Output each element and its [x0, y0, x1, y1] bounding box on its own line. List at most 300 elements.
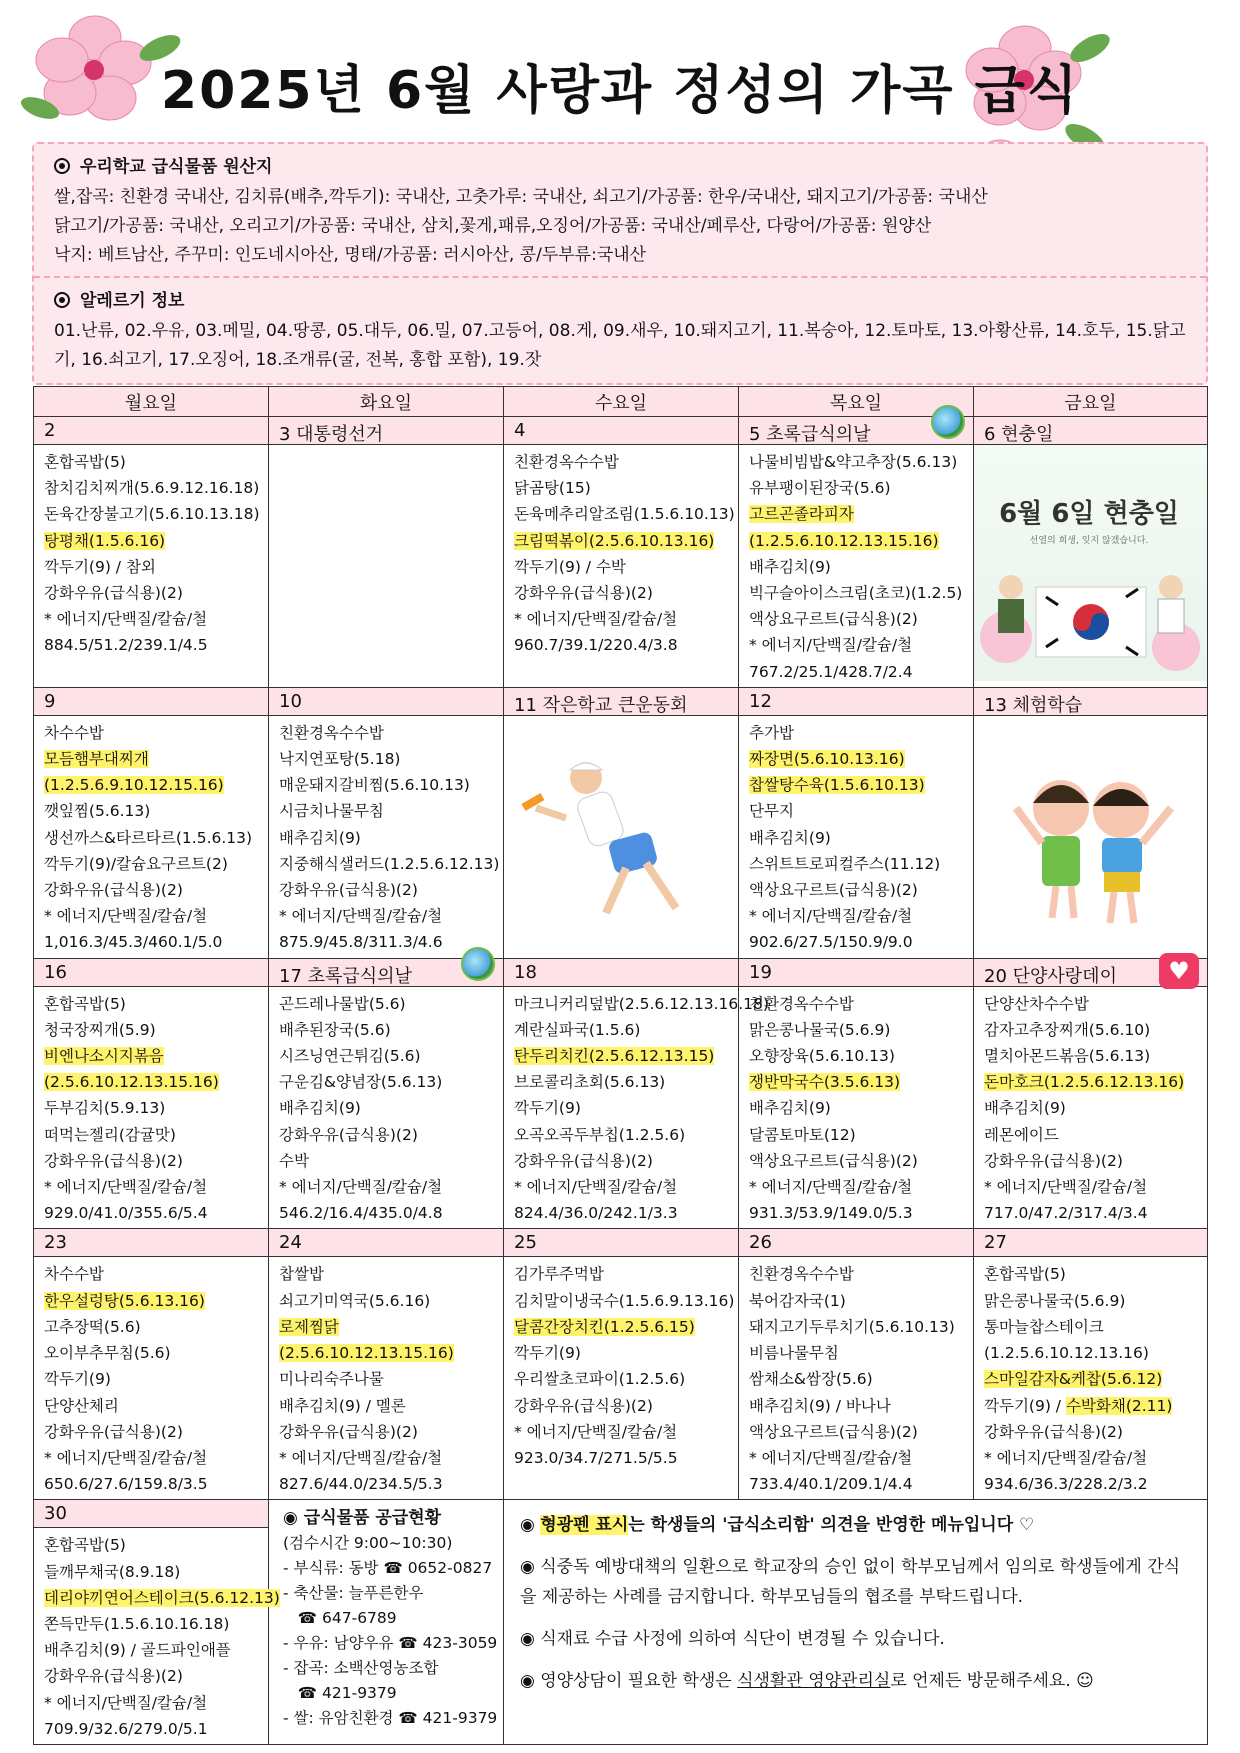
menu-item	[514, 554, 728, 580]
menu-item	[984, 1419, 1197, 1445]
week-row	[34, 1229, 1208, 1500]
menu-item	[514, 1200, 728, 1226]
menu-item-text: * 에너지/단백질/칼슘/철	[44, 1693, 208, 1712]
menu-item-text: 혼합곡밥(5)	[44, 1536, 126, 1555]
menu-item	[279, 825, 493, 851]
day-label: 16	[44, 961, 67, 983]
day-cell	[34, 958, 269, 1229]
menu-item-text: 낙지연포탕(5.18)	[279, 750, 401, 769]
menu-item	[44, 554, 258, 580]
menu-item-text: 강화우유(급식용)(2)	[279, 881, 418, 900]
menu-item-text: * 에너지/단백질/칼슘/철	[514, 1422, 678, 1441]
menu-item	[749, 851, 963, 877]
day-cell	[34, 1500, 280, 1745]
menu-item-text: 감자고추장찌개(5.6.10)	[984, 1020, 1151, 1039]
menu-item	[514, 475, 728, 501]
menu-item-text: 구운김&양념장(5.6.13)	[279, 1073, 443, 1092]
menu-item-text: 824.4/36.0/242.1/3.3	[514, 1204, 678, 1223]
menu-item-text: 929.0/41.0/355.6/5.4	[44, 1204, 208, 1223]
menu-item-text: 강화우유(급식용)(2)	[44, 584, 183, 603]
menu-item	[44, 1471, 258, 1497]
menu-item-text: 떠먹는젤리(감귤맛)	[44, 1125, 176, 1144]
day-cell	[504, 1229, 739, 1500]
supply-heading-text: 급식물품 공급현황	[303, 1508, 442, 1529]
menu-item-text: 돈육메추리알조림(1.5.6.10.13)	[514, 505, 735, 524]
day-heading	[34, 688, 268, 716]
menu-item-text: 우리쌀초코파이(1.2.5.6)	[514, 1370, 686, 1389]
supplier-line: - 쌀: 유암친환경 ☎ 421-9379	[283, 1709, 498, 1728]
menu-item-text: 돈육간장불고기(5.6.10.13.18)	[44, 505, 260, 524]
menu-item-text: 스마일감자&케찹(5.6.12)	[984, 1370, 1163, 1389]
menu-item-text: 매운돼지갈비찜(5.6.10.13)	[279, 776, 470, 795]
allergy-heading	[54, 286, 1186, 311]
menu-item-text: 931.3/53.9/149.0/5.3	[749, 1204, 913, 1223]
menu-item-text: 참치김치찌개(5.6.9.12.16.18)	[44, 479, 260, 498]
menu-item	[44, 1095, 258, 1121]
menu-item-text: 934.6/36.3/228.2/3.2	[984, 1475, 1148, 1494]
menu-item-text: 찹쌀탕수육(1.5.6.10.13)	[749, 776, 925, 795]
notice-change	[520, 1624, 1191, 1654]
menu-items	[739, 716, 973, 958]
day-label: 12	[749, 690, 772, 712]
menu-item	[749, 1017, 963, 1043]
menu-item	[279, 1174, 493, 1200]
menu-item	[749, 632, 963, 658]
menu-item-text: 혼합곡밥(5)	[44, 453, 126, 471]
menu-item-text: 친환경옥수수밥	[279, 723, 384, 742]
menu-item	[514, 1340, 728, 1366]
menu-item	[44, 501, 258, 527]
allergy-list: 01.난류, 02.우유, 03.메밀, 04.땅콩, 05.대두, 06.밀, 07.고등어, 08.게, 09.새우, 10.돼지고기, 11.복숭아, 12.토마토, 13.아황산류, 14.호두, 15.닭고기, 16.쇠고기, 17.오징어, 18.조개류(굴, 전복, 홍합 포함), 19.잣	[54, 321, 1186, 370]
day-cell	[34, 1229, 269, 1500]
menu-item-text: 923.0/34.7/271.5/5.5	[514, 1448, 678, 1467]
menu-item-text: 875.9/45.8/311.3/4.6	[279, 933, 443, 952]
menu-item	[279, 929, 493, 955]
menu-item	[44, 1445, 258, 1471]
menu-item-text: 혼합곡밥(5)	[984, 1265, 1066, 1284]
menu-item	[749, 991, 963, 1017]
menu-item	[749, 720, 963, 746]
menu-item-text: 맑은콩나물국(5.6.9)	[749, 1020, 891, 1039]
week-row	[34, 687, 1208, 958]
menu-item-text: 유부팽이된장국(5.6)	[749, 479, 891, 498]
menu-item-text: 902.6/27.5/150.9/9.0	[749, 933, 913, 952]
menu-item-text: 마크니커리덮밥(2.5.6.12.13.16.18)	[514, 994, 769, 1013]
notice-highlight	[520, 1510, 1191, 1540]
notice-counsel	[520, 1666, 1191, 1696]
menu-item	[514, 1148, 728, 1174]
menu-item	[749, 1122, 963, 1148]
menu-item	[984, 991, 1197, 1017]
menu-item-text: 곤드레나물밥(5.6)	[279, 994, 406, 1013]
menu-item-text: 고추장떡(5.6)	[44, 1317, 141, 1336]
menu-item-text: 쌈채소&쌈장(5.6)	[749, 1370, 873, 1389]
origin-heading	[54, 152, 1186, 177]
menu-item	[44, 1043, 258, 1069]
menu-item-text: * 에너지/단백질/칼슘/철	[44, 1178, 208, 1197]
weekday-thu: 목요일	[739, 387, 974, 417]
menu-item	[44, 1366, 258, 1392]
day-label: 24	[279, 1232, 302, 1254]
menu-item-text: 빅구슬아이스크림(초코)(1.2.5)	[749, 584, 963, 603]
menu-item	[279, 1148, 493, 1174]
menu-item-text: 크림떡볶이(2.5.6.10.13.16)	[514, 531, 715, 550]
day-cell	[974, 1229, 1208, 1500]
notice-snack-text: 식중독 예방대책의 일환으로 학교장의 승인 없이 학부모님께서 임의로 학생들에게 간식을 제공하는 사례를 금지합니다. 학부모님들의 협조를 부탁드립니다.	[520, 1557, 1181, 1608]
day-cell	[269, 687, 504, 958]
menu-item	[514, 606, 728, 632]
menu-item	[279, 1122, 493, 1148]
menu-item	[514, 1122, 728, 1148]
menu-item-text: 깍두기(9)	[514, 1344, 581, 1363]
menu-item	[279, 1043, 493, 1069]
menu-item	[749, 1471, 963, 1497]
notice-counsel-c: 로 언제든 방문해주세요. ☺	[890, 1671, 1094, 1692]
menu-item-text: 탄두리치킨(2.5.6.12.13.15)	[514, 1047, 715, 1066]
menu-item-text: 통마늘찹스테이크	[984, 1317, 1104, 1336]
menu-item	[749, 1148, 963, 1174]
menu-item-text: 찹쌀밥	[279, 1265, 324, 1284]
menu-items	[504, 445, 738, 661]
menu-item	[984, 1122, 1197, 1148]
menu-items	[974, 1257, 1207, 1499]
menu-item-text: 액상요구르트(급식용)(2)	[749, 1422, 918, 1441]
inspection-time: (검수시간 9:00~10:30)	[283, 1534, 453, 1553]
day-cell	[269, 417, 504, 688]
menu-item	[984, 1314, 1197, 1340]
menu-item	[749, 772, 963, 798]
day-cell	[739, 687, 974, 958]
page-title: 2025년 6월 사랑과 정성의 가곡 급식	[160, 61, 1080, 121]
menu-item	[279, 1200, 493, 1226]
day-cell	[269, 1229, 504, 1500]
supplier-line: - 우유: 남양우유 ☎ 423-3059	[283, 1634, 498, 1653]
menu-item	[44, 632, 258, 658]
day-heading	[739, 1229, 973, 1257]
menu-item	[279, 1261, 493, 1287]
menu-item	[984, 1148, 1197, 1174]
menu-item	[749, 903, 963, 929]
menu-item	[514, 501, 735, 527]
menu-item	[44, 1532, 258, 1558]
menu-item-text: 시금치나물무침	[279, 802, 384, 821]
menu-item	[984, 1445, 1197, 1471]
menu-item	[984, 1340, 1197, 1366]
menu-item-text: 배추김치(9)	[984, 1099, 1066, 1118]
menu-item-text: 강화우유(급식용)(2)	[44, 1667, 183, 1686]
menu-item-text: * 에너지/단백질/칼슘/철	[514, 1178, 678, 1197]
menu-item-text: 배추김치(9)	[279, 828, 361, 847]
menu-item	[44, 720, 258, 746]
menu-item	[44, 929, 258, 955]
day-heading	[269, 959, 503, 987]
menu-item	[749, 501, 963, 527]
menu-item	[514, 1095, 728, 1121]
menu-item	[44, 528, 258, 554]
menu-item-text: 액상요구르트(급식용)(2)	[749, 881, 918, 900]
menu-item	[44, 1393, 258, 1419]
week-row	[34, 958, 1208, 1229]
menu-item-text: 배추김치(9)	[749, 557, 831, 576]
menu-item	[279, 1471, 493, 1497]
menu-item	[984, 1069, 1197, 1095]
menu-item	[279, 720, 493, 746]
menu-item	[984, 1017, 1197, 1043]
notice-snack	[520, 1552, 1191, 1612]
menu-item	[749, 1419, 963, 1445]
day-heading	[739, 959, 973, 987]
divider	[34, 276, 1206, 278]
supplier-line: ☎ 421-9379	[283, 1684, 397, 1703]
menu-item	[44, 1174, 258, 1200]
menu-item	[279, 1069, 493, 1095]
menu-item	[279, 851, 500, 877]
menu-item-text: 강화우유(급식용)(2)	[44, 1151, 183, 1170]
menu-item-text: 쟁반막국수(3.5.6.13)	[749, 1073, 901, 1092]
menu-item	[44, 746, 258, 772]
menu-item-text: * 에너지/단백질/칼슘/철	[279, 1178, 443, 1197]
menu-item-text: 차수수밥	[44, 723, 104, 742]
menu-item	[749, 449, 963, 475]
menu-item	[279, 772, 493, 798]
menu-item-text: 친환경옥수수밥	[749, 994, 854, 1013]
menu-item-text: 계란실파국(1.5.6)	[514, 1020, 641, 1039]
menu-item-text: 들깨무채국(8.9.18)	[44, 1562, 181, 1581]
menu-item	[44, 1611, 258, 1637]
menu-item	[44, 580, 258, 606]
menu-item	[749, 554, 963, 580]
menu-item	[279, 1445, 493, 1471]
menu-item-text: 짜장면(5.6.10.13.16)	[749, 750, 905, 769]
day-cell	[739, 1229, 974, 1500]
menu-item	[44, 1637, 258, 1663]
day-heading	[269, 417, 503, 445]
menu-item-text: 650.6/27.6/159.8/3.5	[44, 1475, 208, 1494]
bullet-icon	[54, 292, 70, 308]
menu-item-text: * 에너지/단백질/칼슘/철	[749, 636, 913, 655]
menu-item-text: 960.7/39.1/220.4/3.8	[514, 636, 678, 655]
menu-item	[749, 580, 963, 606]
day-heading	[269, 688, 503, 716]
menu-items	[739, 445, 973, 687]
menu-item	[44, 825, 258, 851]
menu-item	[279, 903, 493, 929]
bullet-icon: ◉	[520, 1629, 535, 1650]
menu-item	[749, 1393, 963, 1419]
menu-item-text: (2.5.6.10.12.13.15.16)	[279, 1344, 454, 1363]
menu-item-text: 돈마호크(1.2.5.6.12.13.16)	[984, 1073, 1185, 1092]
menu-item-text: 두부김치(5.9.13)	[44, 1099, 166, 1118]
menu-item	[279, 991, 493, 1017]
memorial-day-illustration	[974, 445, 1207, 681]
menu-item-text: 북어감자국(1)	[749, 1291, 846, 1310]
menu-item	[514, 991, 769, 1017]
menu-item	[279, 1288, 493, 1314]
menu-item	[749, 825, 963, 851]
menu-item-text: * 에너지/단백질/칼슘/철	[279, 907, 443, 926]
menu-item-highlight: 수박화채(2.11)	[1065, 1396, 1173, 1415]
menu-item	[514, 449, 728, 475]
day-label: 5 초록급식의날	[749, 424, 871, 445]
menu-item	[749, 1200, 963, 1226]
menu-item	[44, 903, 258, 929]
menu-item	[749, 475, 963, 501]
menu-item-text: 강화우유(급식용)(2)	[279, 1125, 418, 1144]
day-heading	[34, 959, 268, 987]
menu-item-text: 767.2/25.1/428.7/2.4	[749, 662, 913, 681]
menu-items	[34, 1257, 268, 1499]
week-row-last	[34, 1500, 1208, 1745]
menu-item	[984, 1043, 1197, 1069]
bullet-icon: ◉	[520, 1557, 535, 1578]
menu-item	[749, 746, 963, 772]
earth-icon	[461, 947, 495, 981]
day-cell	[504, 417, 739, 688]
menu-item	[514, 1043, 728, 1069]
day-heading	[269, 1229, 503, 1257]
day-cell	[974, 417, 1208, 688]
menu-item	[44, 1559, 258, 1585]
menu-item	[984, 1200, 1197, 1226]
menu-item	[279, 1095, 493, 1121]
menu-item-text: 강화우유(급식용)(2)	[279, 1422, 418, 1441]
menu-item-text: 수박	[279, 1151, 309, 1170]
info-box	[32, 142, 1208, 385]
weekday-mon: 월요일	[34, 387, 269, 417]
supplier-line: - 축산물: 늘푸른한우	[283, 1584, 424, 1603]
origin-heading-text: 우리학교 급식물품 원산지	[80, 157, 273, 177]
memorial-day-subtitle: 선열의 희생, 잊지 않겠습니다.	[1029, 536, 1149, 546]
day-heading	[974, 956, 1207, 987]
menu-item	[749, 1069, 963, 1095]
menu-table	[33, 386, 1208, 1745]
bullet-icon	[54, 158, 70, 174]
menu-item	[984, 1393, 1197, 1419]
weekday-header-row	[34, 387, 1208, 417]
menu-item-text: 강화우유(급식용)(2)	[44, 1422, 183, 1441]
menu-item	[514, 632, 728, 658]
menu-item-text: * 에너지/단백질/칼슘/철	[984, 1178, 1148, 1197]
notice-change-text: 식재료 수급 사정에 의하여 식단이 변경될 수 있습니다.	[540, 1629, 945, 1650]
menu-item-text: 친환경옥수수밥	[514, 453, 619, 471]
menu-item-text: * 에너지/단백질/칼슘/철	[279, 1448, 443, 1467]
menu-item	[514, 1419, 728, 1445]
notice-counsel-a: 영양상담이 필요한 학생은	[540, 1671, 738, 1692]
menu-item	[984, 1471, 1197, 1497]
menu-item	[44, 1200, 258, 1226]
menu-item-text: 청국장찌개(5.9)	[44, 1020, 156, 1039]
notice-cell	[504, 1500, 1208, 1745]
menu-item	[44, 1663, 258, 1689]
menu-item	[44, 1288, 258, 1314]
menu-item-text: 배추김치(9)	[279, 1099, 361, 1118]
menu-item-text: 미나리숙주나물	[279, 1370, 384, 1389]
day-label: 3 대통령선거	[279, 424, 384, 445]
menu-item-text: 단무지	[749, 802, 794, 821]
menu-item-text: 김가루주먹밥	[514, 1265, 604, 1284]
menu-items	[269, 987, 503, 1229]
menu-item	[44, 1017, 258, 1043]
menu-items	[974, 987, 1207, 1229]
day-label: 25	[514, 1232, 537, 1254]
menu-item-text: (1.2.5.6.9.10.12.15.16)	[44, 776, 224, 795]
menu-items	[34, 1528, 280, 1744]
menu-item	[749, 1340, 963, 1366]
bullet-icon: ◉	[520, 1515, 535, 1536]
menu-item-text: 깍두기(9) / 수박화채(2.11)	[984, 1396, 1173, 1415]
menu-item-text: 달콤토마토(12)	[749, 1125, 856, 1144]
menu-item-text: 오이부추무침(5.6)	[44, 1344, 171, 1363]
menu-item	[44, 1690, 258, 1716]
menu-item-text: 친환경옥수수밥	[749, 1265, 854, 1284]
menu-item-text: 차수수밥	[44, 1265, 104, 1284]
menu-item-text: 스위트트로피컬주스(11.12)	[749, 854, 941, 873]
day-label: 11 작은학교 큰운동회	[514, 694, 688, 716]
menu-item	[514, 1174, 728, 1200]
menu-item	[749, 1288, 963, 1314]
menu-item-text: 비름나물무침	[749, 1344, 839, 1363]
weekday-tue: 화요일	[269, 387, 504, 417]
menu-item-text: * 에너지/단백질/칼슘/철	[44, 1448, 208, 1467]
memorial-day-text: 6월 6일 현충일	[999, 499, 1179, 529]
menu-item-text: 닭곰탕(15)	[514, 479, 591, 498]
menu-item	[984, 1366, 1197, 1392]
menu-item-text: 강화우유(급식용)(2)	[984, 1151, 1123, 1170]
earth-icon	[931, 405, 965, 439]
menu-item	[749, 606, 963, 632]
day-cell	[34, 417, 269, 688]
menu-item	[44, 449, 258, 475]
day-heading	[504, 1229, 738, 1257]
menu-item	[44, 877, 258, 903]
supply-heading	[283, 1506, 489, 1531]
menu-item	[279, 746, 493, 772]
menu-item	[44, 772, 258, 798]
supplier-line: - 잡곡: 소백산영농조합	[283, 1659, 439, 1678]
day-label: 20 단양사랑데이	[984, 965, 1117, 987]
menu-item	[984, 1288, 1197, 1314]
menu-item-text: 배추김치(9) / 멜론	[279, 1396, 406, 1415]
menu-items	[34, 987, 268, 1229]
menu-items	[739, 1257, 973, 1499]
menu-item-text: 로제찜닭	[279, 1317, 339, 1336]
menu-item-text: * 에너지/단백질/칼슘/철	[984, 1448, 1148, 1467]
menu-items	[269, 1257, 503, 1499]
menu-item-text: 강화우유(급식용)(2)	[514, 1151, 653, 1170]
menu-item-text: 지중해식샐러드(1.2.5.6.12.13)	[279, 854, 500, 873]
menu-item	[279, 877, 493, 903]
menu-item-text: 쇠고기미역국(5.6.16)	[279, 1291, 431, 1310]
menu-item	[514, 1261, 728, 1287]
happy-kids-illustration	[974, 716, 1207, 952]
menu-item-text: 오곡오곡두부칩(1.2.5.6)	[514, 1125, 686, 1144]
menu-items	[34, 716, 268, 958]
menu-item	[514, 1366, 728, 1392]
day-label: 17 초록급식의날	[279, 965, 412, 987]
menu-items	[269, 716, 503, 958]
menu-item	[44, 1340, 258, 1366]
menu-item-text: 배추김치(9) / 바나나	[749, 1396, 891, 1415]
menu-item	[44, 1122, 258, 1148]
menu-item	[514, 1288, 735, 1314]
menu-item-text: 레몬에이드	[984, 1125, 1059, 1144]
day-label: 6 현충일	[984, 424, 1054, 445]
menu-item-text: * 에너지/단백질/칼슘/철	[749, 1178, 913, 1197]
day-label: 19	[749, 961, 772, 983]
menu-items	[34, 445, 268, 661]
day-heading	[34, 1500, 268, 1528]
menu-item	[749, 1095, 963, 1121]
